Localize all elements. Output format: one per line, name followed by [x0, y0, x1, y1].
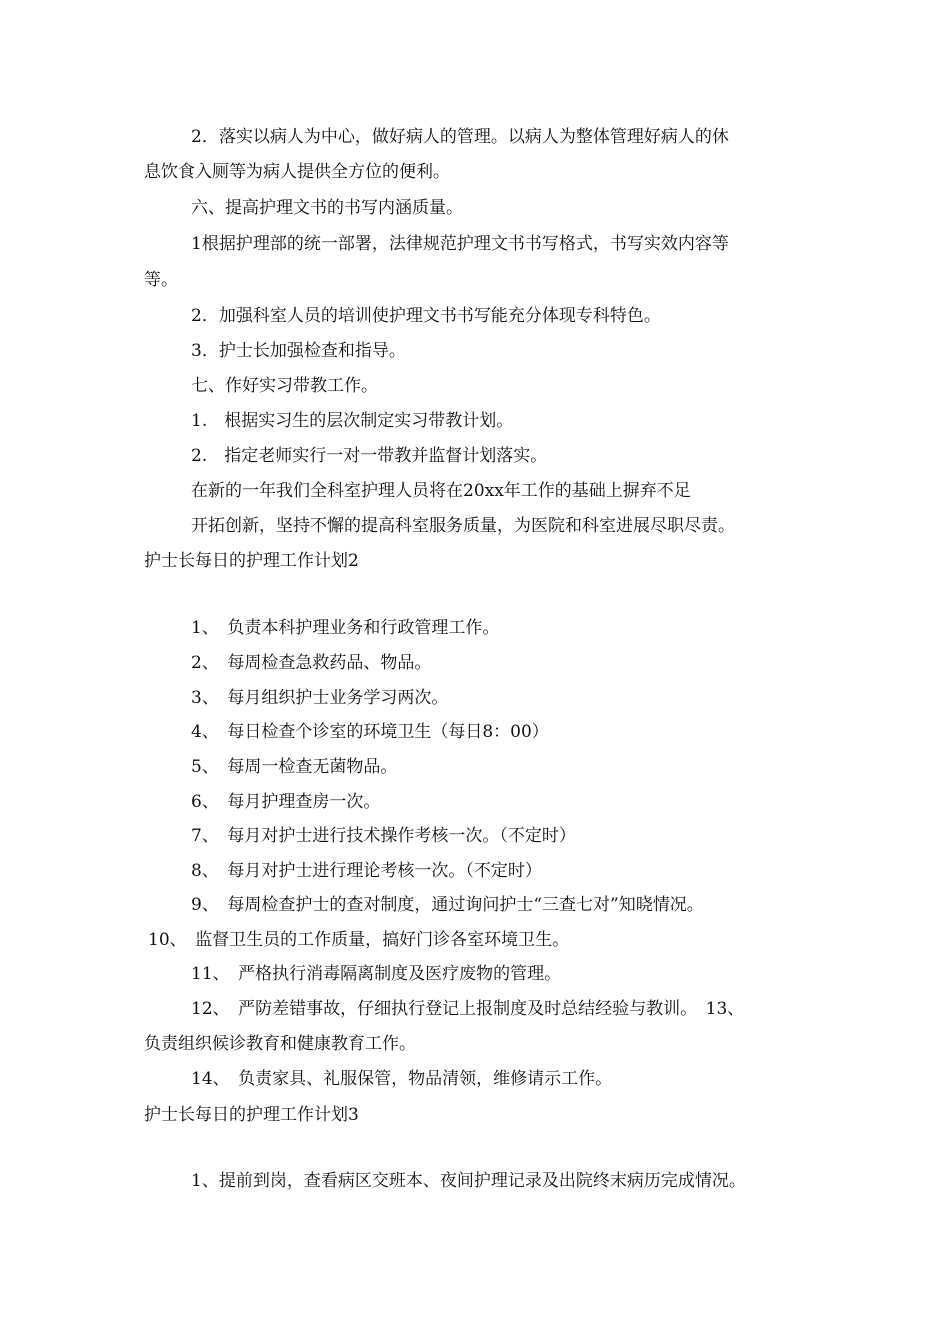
list-item: 1、提前到岗，查看病区交班本、夜间护理记录及出院终末病历完成情况。 — [191, 1171, 746, 1191]
list-item: 1. 根据实习生的层次制定实习带教计划。 — [191, 411, 514, 431]
paragraph-line: 等。 — [144, 270, 178, 290]
paragraph-line: 息饮食入厕等为病人提供全方位的便利。 — [144, 162, 450, 182]
paragraph-line: 负责组织候诊教育和健康教育工作。 — [144, 1034, 416, 1054]
paragraph-line: 2．加强科室人员的培训使护理文书书写能充分体现专科特色。 — [191, 306, 661, 326]
list-item: 8、 每月对护士进行理论考核一次。（不定时） — [191, 861, 542, 881]
plan-title: 护士长每日的护理工作计划3 — [144, 1105, 359, 1125]
paragraph-line: 1根据护理部的统一部署，法律规范护理文书书写格式，书写实效内容等 — [191, 234, 729, 254]
list-item: 1、 负责本科护理业务和行政管理工作。 — [191, 618, 500, 638]
list-item: 7、 每月对护士进行技术操作考核一次。（不定时） — [191, 826, 576, 846]
list-item: 3、 每月组织护士业务学习两次。 — [191, 688, 449, 708]
list-item: 4、 每日检查个诊室的环境卫生（每日8：00） — [191, 722, 549, 742]
plan-title: 护士长每日的护理工作计划2 — [144, 551, 359, 571]
list-item: 10、 监督卫生员的工作质量，搞好门诊各室环境卫生。 — [148, 930, 570, 950]
list-item: 9、 每周检查护士的查对制度，通过询问护士“三查七对”知晓情况。 — [191, 895, 704, 915]
section-heading: 七、作好实习带教工作。 — [191, 376, 378, 396]
paragraph-line: 3．护士长加强检查和指导。 — [191, 341, 406, 361]
list-item: 12、 严防差错事故，仔细执行登记上报制度及时总结经验与教训。 13、 — [191, 999, 745, 1019]
list-item: 2. 指定老师实行一对一带教并监督计划落实。 — [191, 446, 548, 466]
paragraph-line: 2．落实以病人为中心，做好病人的管理。以病人为整体管理好病人的休 — [191, 127, 729, 147]
list-item: 6、 每月护理查房一次。 — [191, 792, 381, 812]
section-heading: 六、提高护理文书的书写内涵质量。 — [191, 198, 463, 218]
paragraph-line: 开拓创新，坚持不懈的提高科室服务质量，为医院和科室进展尽职尽责。 — [191, 516, 735, 536]
list-item: 11、 严格执行消毒隔离制度及医疗废物的管理。 — [191, 964, 562, 984]
list-item: 5、 每周一检查无菌物品。 — [191, 757, 398, 777]
list-item: 14、 负责家具、礼服保管，物品清领，维修请示工作。 — [191, 1069, 613, 1089]
list-item: 2、 每周检查急救药品、物品。 — [191, 653, 432, 673]
paragraph-line: 在新的一年我们全科室护理人员将在20xx年工作的基础上摒弃不足 — [191, 481, 691, 501]
